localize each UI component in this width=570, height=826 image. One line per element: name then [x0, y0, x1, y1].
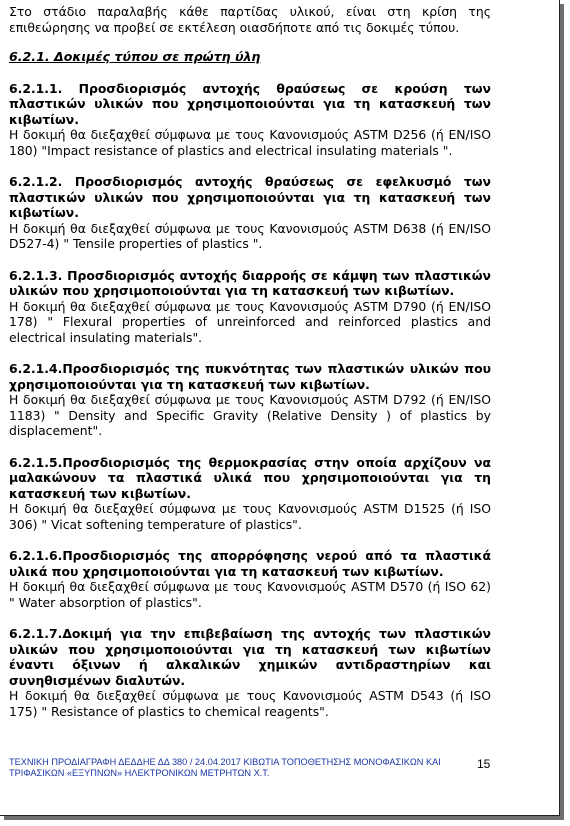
test-item	[9, 361, 491, 439]
test-item	[9, 455, 491, 533]
test-item-title: 6.2.1.6.Προσδιορισμός της απορρόφησης νερού από τα πλαστικά υλικά που χρησιμοποιούνται για τη κατασκευή των κιβωτίων.	[9, 548, 491, 579]
test-item-body: Η δοκιμή θα διεξαχθεί σύμφωνα με τους Κανονισμούς ASTM D790 (ή EN/ISO 178) " Flexural properties of unreinforced and reinforced plastics and electrical insulating materials".	[9, 298, 491, 345]
test-item-title: 6.2.1.2. Προσδιορισμός αντοχής θραύσεως σε εφελκυσμό των πλαστικών υλικών που χρησιμοποιούνται για τη κατασκευή των κιβωτίων.	[9, 174, 491, 220]
test-item-body: Η δοκιμή θα διεξαχθεί σύμφωνα με τους Κανονισμούς ASTM D256 (ή EN/ISO 180) "Impact resistance of plastics and electrical insulating materials ".	[9, 127, 491, 158]
test-item-body: Η δοκιμή θα διεξαχθεί σύμφωνα με τους Κανονισμούς ASTM D1525 (ή ISO 306) " Vicat softening temperature of plastics".	[9, 501, 491, 532]
test-item-body: Η δοκιμή θα διεξαχθεί σύμφωνα με τους Κανονισμούς ASTM D638 (ή EN/ISO D527-4) " Tensile properties of plastics ".	[9, 220, 491, 251]
test-item-title: 6.2.1.1. Προσδιορισμός αντοχής θραύσεως σε κρούση των πλαστικών υλικών που χρησιμοποιούνται για τη κατασκευή των κιβωτίων.	[9, 80, 491, 127]
test-item-body: Η δοκιμή θα διεξαχθεί σύμφωνα με τους Κανονισμούς ASTM D792 (ή EN/ISO 1183) " Density and Specific Gravity (Relative Density ) of plastics by displacement".	[9, 392, 491, 438]
test-item-title: 6.2.1.5.Προσδιορισμός της θερμοκρασίας στην οποία αρχίζουν να μαλακώνουν τα πλαστικά υλικά που χρησιμοποιούνται για τη κατασκευή των κιβωτίων.	[9, 454, 491, 501]
page-footer	[9, 757, 459, 779]
test-item-title: 6.2.1.3. Προσδιορισμός αντοχής διαρροής σε κάμψη των πλαστικών υλικών που χρησιμοποιούνται για τη κατασκευή των κιβωτίων.	[9, 267, 491, 298]
page-number: 15	[477, 757, 491, 771]
intro-paragraph: Στο στάδιο παραλαβής κάθε παρτίδας υλικού, είναι στη κρίση της επιθεώρησης να προβεί σε εκτέλεση οιασδήποτε από τις δοκιμές τύπου.	[9, 4, 491, 35]
page-content	[9, 4, 491, 719]
test-item-title: 6.2.1.7.Δοκιμή για την επιβεβαίωση της αντοχής των πλαστικών υλικών που χρησιμοποιούνται για τη κατασκευή των κιβωτίων έναντι όξινων ή αλκαλικών χημικών αντιδραστηρίων και συνηθισμένων διαλυτών.	[9, 626, 491, 688]
test-item-body: Η δοκιμή θα διεξαχθεί σύμφωνα με τους Κανονισμούς ASTM D570 (ή ISO 62) " Water absorption of plastics".	[9, 579, 491, 610]
test-item	[9, 626, 491, 719]
footer-line-1: ΤΕΧΝΙΚΗ ΠΡΟΔΙΑΓΡΑΦΗ ΔΕΔΔΗΕ ΔΔ 380 / 24.04.2017 ΚΙΒΩΤΙΑ ΤΟΠΟΘΕΤΗΣΗΣ ΜΟΝΟΦΑΣΙΚΩΝ ΚΑΙ	[9, 757, 441, 767]
footer-line-2: ΤΡΙΦΑΣΙΚΩΝ «ΕΞΥΠΝΩΝ» ΗΛΕΚΤΡΟΝΙΚΩΝ ΜΕΤΡΗΤΩΝ Χ.Τ.	[9, 768, 270, 778]
test-item	[9, 81, 491, 159]
test-item	[9, 174, 491, 252]
section-heading: 6.2.1. Δοκιμές τύπου σε πρώτη ύλη	[9, 49, 261, 64]
test-item	[9, 268, 491, 346]
test-item-body: Η δοκιμή θα διεξαχθεί σύμφωνα με τους Κανονισμούς ASTM D543 (ή ISO 175) " Resistance of plastics to chemical reagents".	[9, 688, 491, 719]
test-item-title: 6.2.1.4.Προσδιορισμός της πυκνότητας των πλαστικών υλικών που χρησιμοποιούνται για τη κατασκευή των κιβωτίων.	[9, 361, 491, 392]
test-item	[9, 548, 491, 610]
